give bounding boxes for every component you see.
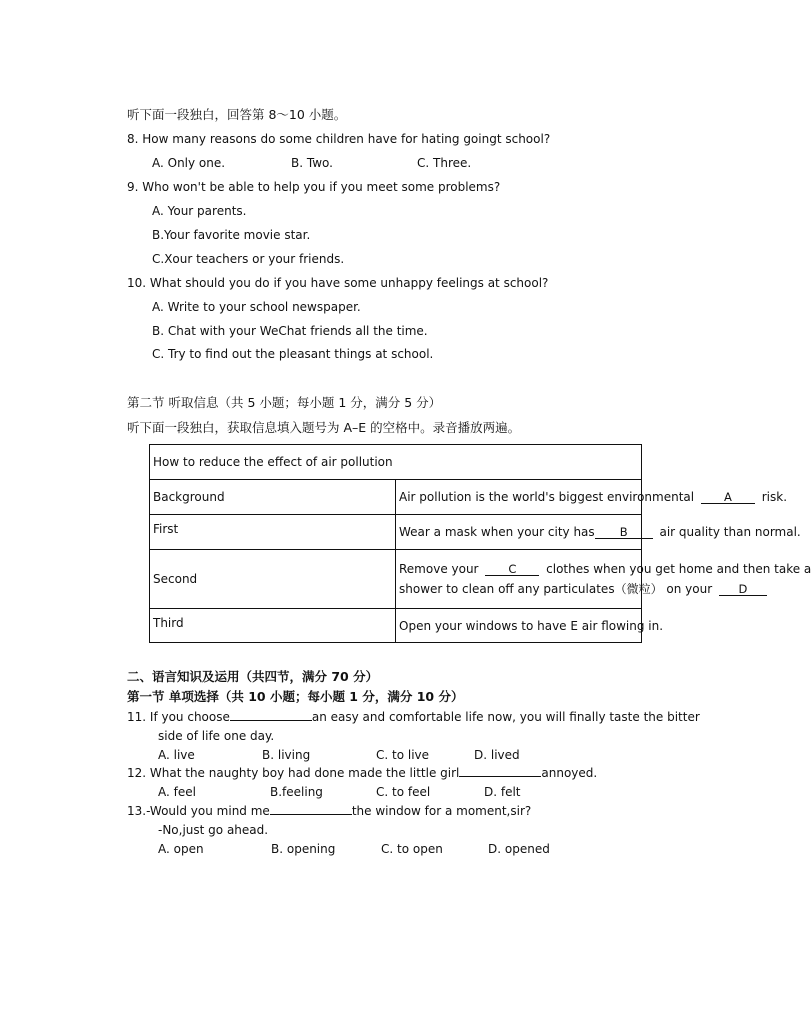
section-intro: 听下面一段独白，回答第 8～10 小题。 bbox=[127, 107, 347, 122]
q11-option-a: A. live bbox=[158, 748, 195, 762]
table-row bbox=[150, 550, 642, 609]
q10-option-c: C. Try to find out the pleasant things at school. bbox=[152, 347, 434, 361]
question-11 bbox=[127, 710, 700, 724]
q10-option-a: A. Write to your school newspaper. bbox=[152, 300, 361, 314]
q13-option-c: C. to open bbox=[381, 842, 443, 856]
blank-b bbox=[595, 526, 653, 539]
answer-blank bbox=[230, 720, 312, 721]
blank-c bbox=[485, 563, 539, 576]
cell-text: air quality than normal. bbox=[659, 525, 801, 539]
q13-option-d: D. opened bbox=[488, 842, 550, 856]
cell-text: risk. bbox=[761, 490, 788, 504]
question-text: 13.-Would you mind me bbox=[127, 804, 270, 818]
row-label-background: Background bbox=[150, 480, 396, 515]
q13-option-b: B. opening bbox=[271, 842, 336, 856]
row-label-first: First bbox=[150, 515, 396, 550]
q10-option-b: B. Chat with your WeChat friends all the time. bbox=[152, 324, 428, 338]
question-text: 11. If you choose bbox=[127, 710, 230, 724]
q9-option-c: C.Xour teachers or your friends. bbox=[152, 252, 345, 266]
row-content-background bbox=[396, 480, 788, 515]
cell-line bbox=[399, 559, 811, 579]
row-label-third: Third bbox=[150, 609, 396, 643]
row-label-second: Second bbox=[150, 550, 396, 609]
q13-reply: -No,just go ahead. bbox=[158, 823, 269, 837]
question-text: 12. What the naughty boy had done made the little girl bbox=[127, 766, 460, 780]
q12-option-b: B.feeling bbox=[270, 785, 323, 799]
blank-label: A bbox=[723, 490, 732, 504]
blank-label: B bbox=[619, 525, 628, 539]
q12-option-c: C. to feel bbox=[376, 785, 431, 799]
question-text: the window for a moment,sir? bbox=[351, 804, 532, 818]
table-title: How to reduce the effect of air pollution bbox=[150, 445, 642, 480]
section-2-heading: 第二节 听取信息（共 5 小题；每小题 1 分，满分 5 分） bbox=[127, 395, 442, 410]
cell-text: Remove your bbox=[399, 562, 479, 576]
row-content-second bbox=[396, 550, 811, 609]
q8-option-c: C. Three. bbox=[417, 156, 472, 170]
cell-text: shower to clean off any particulates（微粒） on your bbox=[399, 582, 713, 596]
q11-option-c: C. to live bbox=[376, 748, 430, 762]
blank-label: D bbox=[738, 582, 748, 596]
q9-option-b: B.Your favorite movie star. bbox=[152, 228, 311, 242]
question-10: 10. What should you do if you have some unhappy feelings at school? bbox=[127, 276, 549, 290]
part-2-heading: 二、语言知识及运用（共四节，满分 70 分） bbox=[127, 669, 379, 684]
q8-option-b: B. Two. bbox=[291, 156, 333, 170]
q11-option-b: B. living bbox=[262, 748, 311, 762]
q11-option-d: D. lived bbox=[474, 748, 520, 762]
question-text: annoyed. bbox=[541, 766, 598, 780]
q8-option-a: A. Only one. bbox=[152, 156, 226, 170]
row-content-first bbox=[396, 515, 801, 550]
cell-line bbox=[399, 579, 748, 599]
blank-d bbox=[719, 583, 767, 596]
question-12 bbox=[127, 766, 597, 780]
blank-label: C bbox=[508, 562, 517, 576]
answer-blank bbox=[270, 814, 352, 815]
question-8: 8. How many reasons do some children have for hating goingt school? bbox=[127, 132, 551, 146]
q12-option-a: A. feel bbox=[158, 785, 196, 799]
blank-a bbox=[701, 491, 755, 504]
answer-blank bbox=[459, 776, 541, 777]
q13-option-a: A. open bbox=[158, 842, 204, 856]
part-2-sub-heading: 第一节 单项选择（共 10 小题；每小题 1 分，满分 10 分） bbox=[127, 689, 464, 704]
question-text: an easy and comfortable life now, you will finally taste the bitter bbox=[311, 710, 700, 724]
q9-option-a: A. Your parents. bbox=[152, 204, 247, 218]
cell-text: Wear a mask when your city has bbox=[399, 525, 595, 539]
section-2-intro: 听下面一段独白，获取信息填入题号为 A–E 的空格中。录音播放两遍。 bbox=[127, 420, 521, 435]
question-13 bbox=[127, 804, 531, 818]
cell-text: Air pollution is the world's biggest environmental bbox=[399, 490, 695, 504]
q12-option-d: D. felt bbox=[484, 785, 521, 799]
table-row bbox=[150, 609, 642, 643]
question-11-continued: side of life one day. bbox=[158, 729, 275, 743]
row-content-third: Open your windows to have E air flowing in. bbox=[396, 609, 642, 643]
table-row bbox=[150, 515, 642, 550]
question-9: 9. Who won't be able to help you if you meet some problems? bbox=[127, 180, 501, 194]
air-pollution-table bbox=[149, 444, 811, 643]
cell-text: clothes when you get home and then take a bbox=[546, 562, 811, 576]
table-row bbox=[150, 480, 642, 515]
